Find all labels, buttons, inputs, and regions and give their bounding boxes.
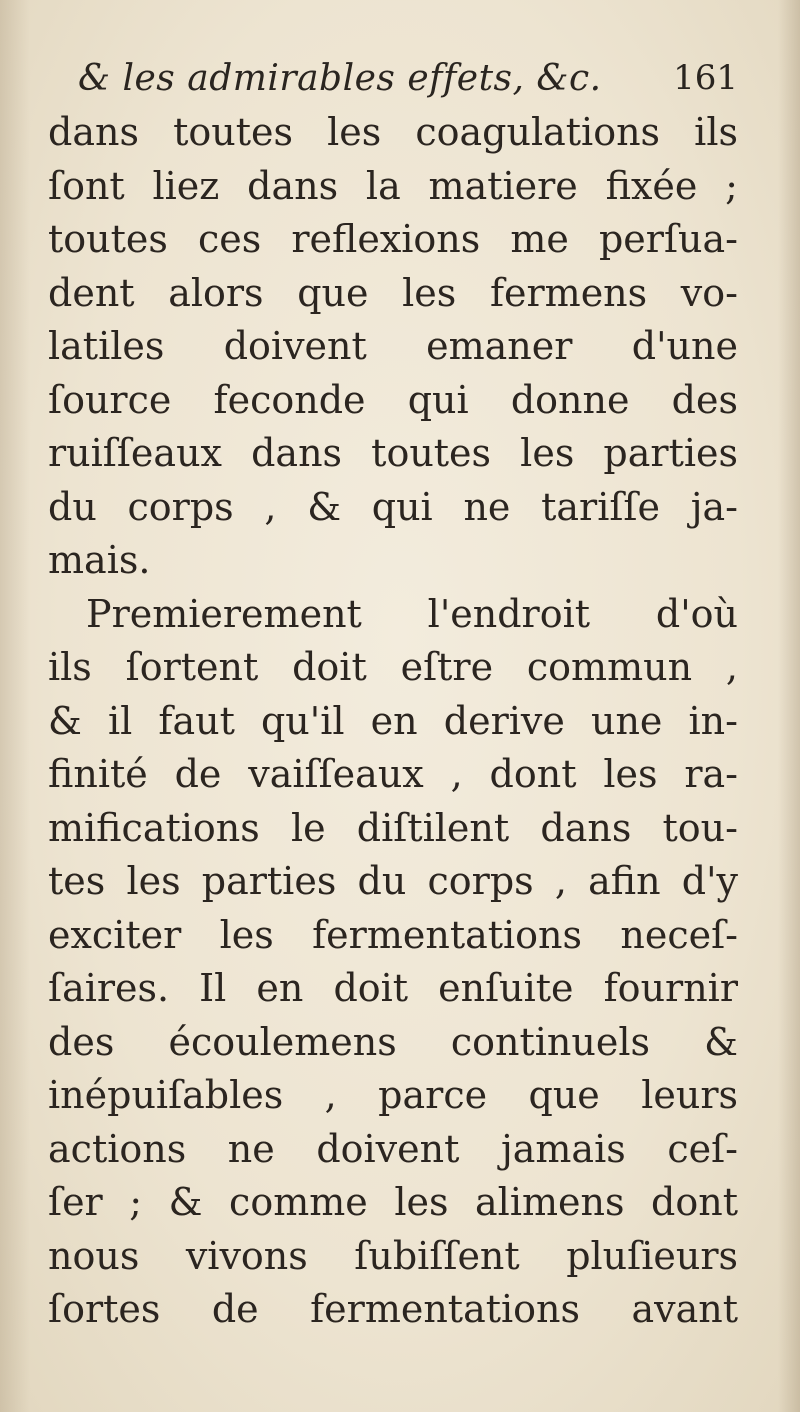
text-line: & il faut qu'il en derive une in-: [48, 698, 738, 743]
paragraph-2: [48, 588, 738, 1337]
text-line: inépuiſables , parce que leurs: [48, 1073, 738, 1117]
text-line: du corps , & qui ne tariſſe ja-: [48, 484, 738, 529]
text-line: dans toutes les coagulations ils: [48, 110, 738, 154]
text-line: actions ne doivent jamais ceſ-: [48, 1126, 738, 1171]
text-line: nous vivons ſubiſſent pluſieurs: [48, 1233, 738, 1278]
text-line: ſaires. Il en doit enſuite fournir: [48, 966, 738, 1010]
text-line: ſer ; & comme les alimens dont: [48, 1180, 738, 1224]
running-title: & les admirables effets, &c.: [78, 58, 602, 99]
text-line: des écoulemens continuels &: [48, 1019, 738, 1064]
text-line: latiles doivent emaner d'une: [48, 324, 738, 368]
text-line: exciter les fermentations neceſ-: [48, 912, 738, 957]
text-line: mais.: [48, 538, 151, 582]
text-line: ſont liez dans la matiere fixée ;: [48, 163, 738, 208]
body-text: [48, 106, 738, 1337]
text-line: ſortes de fermentations avant: [48, 1287, 738, 1331]
running-head: [78, 58, 738, 110]
page-edge-shadow-left: [0, 0, 30, 1412]
page-number: 161: [673, 58, 738, 98]
text-line: finité de vaiſſeaux , dont les ra-: [48, 752, 738, 796]
text-line: toutes ces reflexions me perſua-: [48, 217, 738, 261]
text-line: Premierement l'endroit d'où: [86, 591, 738, 636]
text-line: mifications le diſtilent dans tou-: [48, 805, 738, 850]
paragraph-1: [48, 106, 738, 588]
text-line: ils ſortent doit eſtre commun ,: [48, 645, 738, 689]
text-line: ſource feconde qui donne des: [48, 377, 738, 422]
page-edge-shadow-right: [778, 0, 800, 1412]
text-line: dent alors que les fermens vo-: [48, 270, 738, 315]
text-line: ruiſſeaux dans toutes les parties: [48, 431, 738, 475]
text-line: tes les parties du corps , afin d'y: [48, 859, 738, 903]
